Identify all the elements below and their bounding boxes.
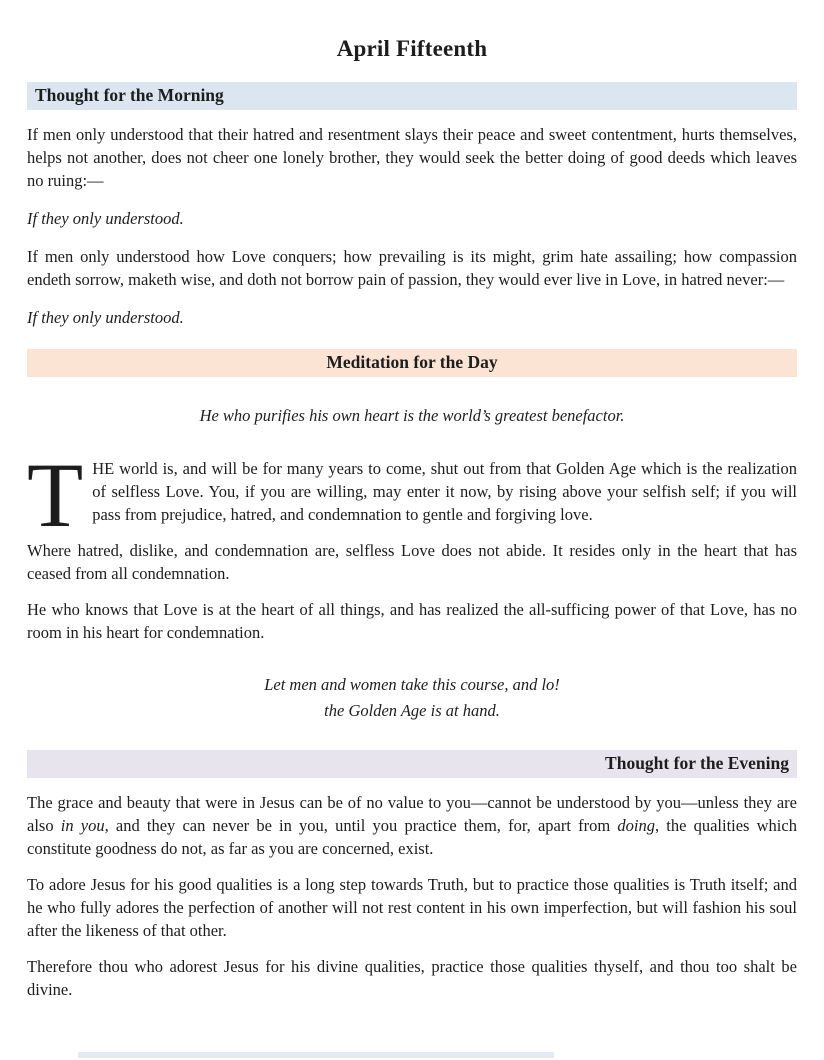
evening-paragraph-1-italic-doing: doing (617, 815, 655, 835)
meditation-paragraph-2: Where hatred, dislike, and condemnation are, selfless Love does not abide. It resides only in the heart that has ceased from all condemnation. (27, 540, 797, 583)
page-title: April Fifteenth (336, 36, 488, 61)
verse-line-2: the Golden Age is at hand. (324, 700, 500, 720)
section-header-evening (27, 750, 797, 778)
section-header-meditation-label: Meditation for the Day (326, 351, 498, 372)
morning-paragraph-2: If men only understood how Love conquers; how prevailing is its might, grim hate assailing; how compassion endeth sorrow, maketh wise, and doth not borrow pain of passion, they would ever live in Love, in hatred never:— (27, 246, 797, 289)
next-section-bar-cutoff (78, 1052, 554, 1058)
meditation-paragraph-1 (27, 443, 797, 546)
evening-paragraph-1 (27, 791, 797, 860)
section-header-morning (27, 82, 797, 110)
section-header-morning-label: Thought for the Morning (35, 85, 224, 105)
evening-paragraph-1-part-c: , the qualities which constitute goodness do not, as far as you are concerned, exist. (27, 815, 797, 858)
drop-cap-letter: T (27, 443, 84, 546)
evening-paragraph-1-part-a: The grace and beauty that were in Jesus can be of no value to you—cannot be understood by you—unless they are also (27, 792, 797, 835)
evening-paragraph-1-italic-in-you: in you (60, 815, 105, 835)
devotional-page (0, 36, 824, 1001)
closing-verse (27, 672, 797, 724)
meditation-paragraph-1-text: HE world is, and will be for many years to come, shut out from that Golden Age which is the realization of selfless Love. You, if you are willing, may enter it now, by rising above your selfish self; if you will pass from prejudice, hatred, and condemnation to gentle and forgiving love. (92, 458, 797, 524)
meditation-epigraph: He who purifies his own heart is the world’s greatest benefactor. (199, 405, 625, 425)
evening-paragraph-1-part-b: , and they can never be in you, until you practice them, for, apart from (104, 815, 618, 835)
evening-paragraph-3: Therefore thou who adorest Jesus for his divine qualities, practice those qualities thyself, and thou too shalt be divine. (27, 956, 797, 999)
section-header-evening-label: Thought for the Evening (605, 752, 789, 773)
section-header-meditation (27, 349, 797, 377)
verse-line-1: Let men and women take this course, and lo! (264, 674, 560, 694)
meditation-paragraph-3: He who knows that Love is at the heart of all things, and has realized the all-sufficing power of that Love, has no room in his heart for condemnation. (27, 599, 797, 642)
evening-paragraph-2: To adore Jesus for his good qualities is a long step towards Truth, but to practice those qualities is Truth itself; and he who fully adores the perfection of another will not rest content in his own imperfection, but will fashion his soul after the likeness of that other. (27, 874, 797, 940)
morning-refrain-1: If they only understood. (27, 208, 184, 228)
morning-refrain-2: If they only understood. (27, 307, 184, 327)
morning-paragraph-1: If men only understood that their hatred and resentment slays their peace and sweet contentment, hurts themselves, helps not another, does not cheer one lonely brother, they would seek the better doing of good deeds which leaves no ruing:— (27, 124, 797, 190)
